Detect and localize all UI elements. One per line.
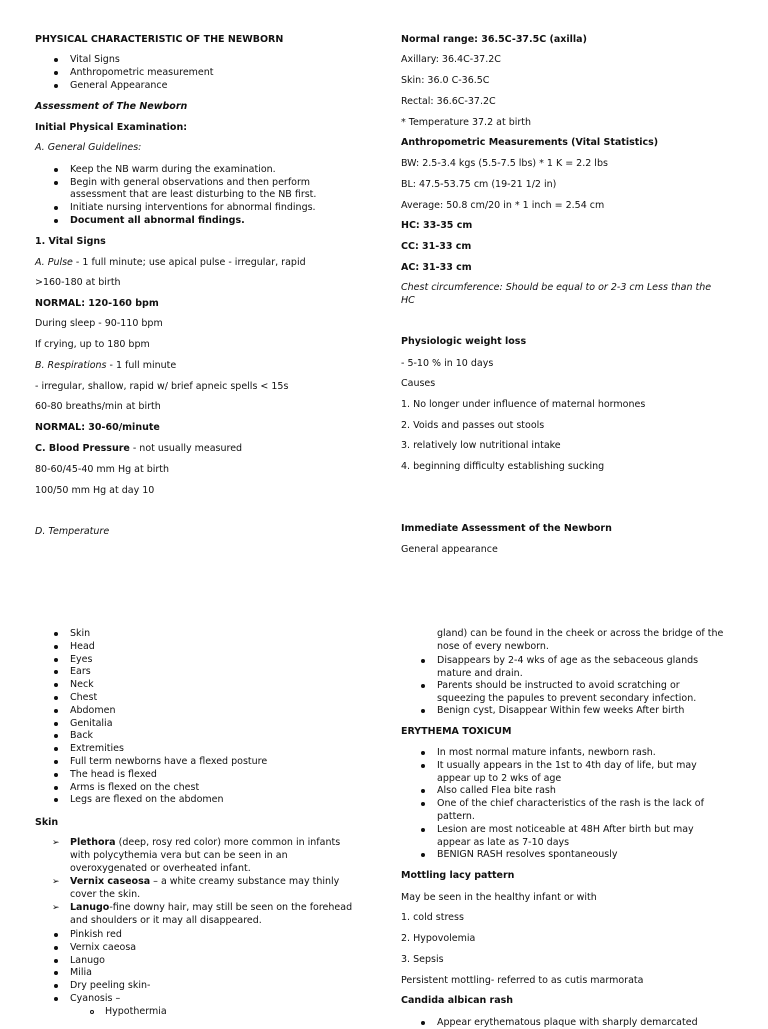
list-item: 3. Sepsis [401, 954, 444, 965]
section-heading: 1. Vital Signs [35, 236, 106, 247]
text-line: Chest circumference: Should be equal to or 2-3 cm Less than the [401, 282, 712, 293]
text-line: and shoulders or it may all disappeared. [70, 915, 262, 926]
list-item: Cyanosis – [70, 993, 121, 1004]
list-item: Genitalia [70, 717, 113, 729]
list-item: 2. Hypovolemia [401, 933, 476, 944]
bullet-icon [54, 760, 58, 764]
list-item: Benign cyst, Disappear Within few weeks After birth [437, 705, 685, 717]
bullet-icon [54, 971, 58, 975]
bullet-icon [54, 747, 58, 751]
section-heading: ERYTHEMA TOXICUM [401, 726, 512, 737]
text-line: gland) can be found in the cheek or across the bridge of the [437, 628, 724, 639]
bullet-icon [54, 696, 58, 700]
arrow-bullet-icon: ➢ [52, 877, 60, 887]
list-item: BENIGN RASH resolves spontaneously [437, 849, 618, 861]
text-line: - 5-10 % in 10 days [401, 358, 494, 369]
circle-bullet-icon [90, 1010, 94, 1014]
bullet-icon [421, 764, 425, 768]
text-line [35, 360, 176, 372]
bullet-icon [54, 206, 58, 210]
bullet-icon [54, 734, 58, 738]
text-line: nose of every newborn. [437, 641, 549, 652]
bullet-icon [421, 1021, 425, 1025]
bullet-icon [54, 933, 58, 937]
pulse-text: - 1 full minute; use apical pulse - irregular, rapid [72, 257, 306, 268]
text-line: cover the skin. [70, 889, 141, 900]
bullet-icon [54, 645, 58, 649]
text-line: overoxygenated or overheated infant. [70, 863, 251, 874]
text-line: BL: 47.5-53.75 cm (19-21 1/2 in) [401, 179, 557, 190]
text-line: Skin: 36.0 C-36.5C [401, 75, 490, 86]
text-line: NORMAL: 30-60/minute [35, 422, 160, 433]
list-item: Skin [70, 628, 91, 639]
list-item: It usually appears in the 1st to 4th day of life, but may [437, 759, 697, 771]
section-heading: Assessment of The Newborn [35, 101, 188, 112]
text-line [70, 876, 339, 888]
bullet-icon [54, 984, 58, 988]
list-item-continued: appear up to 2 wks of age [437, 772, 562, 784]
list-item: Pinkish red [70, 929, 122, 940]
arrow-bullet-icon: ➢ [52, 903, 60, 913]
text-line [70, 837, 340, 849]
page-title: PHYSICAL CHARACTERISTIC OF THE NEWBORN [35, 34, 284, 45]
text-line: HC: 33-35 cm [401, 220, 473, 231]
bullet-icon [54, 658, 58, 662]
bullet-icon [421, 751, 425, 755]
bullet-icon [54, 709, 58, 713]
list-item: Anthropometric measurement [70, 67, 214, 78]
list-item: The head is flexed [70, 768, 157, 780]
definition: – a white creamy substance may thinly [150, 876, 340, 887]
list-item: Document all abnormal findings. [70, 215, 245, 226]
list-item: Ears [70, 666, 91, 678]
list-item: assessment that are least disturbing to the NB first. [70, 189, 317, 200]
list-item: 1. cold stress [401, 912, 464, 923]
section-heading: Anthropometric Measurements (Vital Statistics) [401, 137, 659, 148]
text-line: If crying, up to 180 bpm [35, 339, 150, 350]
subheading: A. General Guidelines: [35, 142, 142, 153]
list-item: Chest [70, 692, 98, 703]
list-item: Head [70, 640, 95, 652]
list-item: Legs are flexed on the abdomen [70, 794, 224, 806]
list-item-continued: appear as late as 7-10 days [437, 836, 570, 848]
text-line: Normal range: 36.5C-37.5C (axilla) [401, 34, 587, 45]
list-item: 1. No longer under influence of maternal hormones [401, 399, 646, 410]
list-item-continued: squeezing the papules to prevent secondary infection. [437, 692, 697, 704]
bp-text: - not usually measured [129, 443, 243, 454]
list-item: Abdomen [70, 704, 116, 716]
list-item: Parents should be instructed to avoid scratching or [437, 680, 680, 692]
list-item: 3. relatively low nutritional intake [401, 440, 561, 451]
term: Plethora [70, 837, 116, 848]
section-heading: Initial Physical Examination: [35, 122, 188, 133]
list-item: Hypothermia [105, 1006, 167, 1017]
bullet-icon [54, 959, 58, 963]
text-line: 100/50 mm Hg at day 10 [35, 485, 155, 496]
bullet-icon [54, 722, 58, 726]
list-item-continued: mature and drain. [437, 667, 523, 679]
list-item: Appear erythematous plaque with sharply demarcated [437, 1017, 698, 1028]
list-item: Lesion are most noticeable at 48H After birth but may [437, 823, 694, 835]
bullet-icon [54, 670, 58, 674]
bullet-icon [421, 684, 425, 688]
text-line: >160-180 at birth [35, 277, 121, 288]
text-line: CC: 31-33 cm [401, 241, 472, 252]
section-heading: Skin [35, 817, 59, 828]
list-item: Dry peeling skin- [70, 980, 151, 992]
text-line: General appearance [401, 544, 498, 555]
bullet-icon [54, 798, 58, 802]
resp-label: B. Respirations [35, 360, 107, 371]
text-line: During sleep - 90-110 bpm [35, 318, 163, 329]
list-item: Full term newborns have a flexed posture [70, 756, 268, 767]
bullet-icon [54, 71, 58, 75]
bullet-icon [54, 786, 58, 790]
text-line: with polycythemia vera but can be seen in an [70, 850, 288, 861]
bullet-icon [421, 828, 425, 832]
list-item: General Appearance [70, 80, 168, 91]
section-heading: Candida albican rash [401, 995, 514, 1006]
list-item: Begin with general observations and then perform [70, 177, 310, 188]
list-item: Lanugo [70, 954, 105, 966]
list-item: Vernix caeosa [70, 941, 137, 953]
text-line [35, 257, 306, 269]
text-line: AC: 31-33 cm [401, 262, 472, 273]
bullet-icon [54, 773, 58, 777]
text-line: HC [401, 295, 415, 306]
text-line [70, 902, 352, 914]
section-heading: Mottling lacy pattern [401, 870, 515, 881]
definition: (deep, rosy red color) more common in infants [115, 837, 341, 848]
text-line: 60-80 breaths/min at birth [35, 401, 161, 412]
section-heading: Immediate Assessment of the Newborn [401, 523, 612, 534]
bullet-icon [54, 181, 58, 185]
list-item-continued: pattern. [437, 811, 475, 822]
list-item: Eyes [70, 653, 93, 665]
list-item: Vital Signs [70, 54, 120, 65]
bullet-icon [54, 683, 58, 687]
list-item: Milia [70, 967, 92, 979]
bullet-icon [421, 789, 425, 793]
arrow-bullet-icon: ➢ [52, 838, 60, 848]
bullet-icon [421, 853, 425, 857]
text-line: * Temperature 37.2 at birth [401, 117, 532, 128]
resp-text: - 1 full minute [106, 360, 177, 371]
text-line: NORMAL: 120-160 bpm [35, 298, 159, 309]
bp-label: C. Blood Pressure [35, 443, 130, 454]
bullet-icon [54, 58, 58, 62]
list-item: Back [70, 730, 94, 742]
bullet-icon [54, 997, 58, 1001]
text-line: Average: 50.8 cm/20 in * 1 inch = 2.54 cm [401, 200, 605, 211]
list-item: Disappears by 2-4 wks of age as the sebaceous glands [437, 655, 699, 666]
definition: -fine downy hair, may still be seen on the forehead [109, 902, 353, 913]
text-line: BW: 2.5-3.4 kgs (5.5-7.5 lbs) * 1 K = 2.2 lbs [401, 158, 608, 169]
bullet-icon [54, 84, 58, 88]
list-item: 2. Voids and passes out stools [401, 420, 545, 431]
section-heading: Physiologic weight loss [401, 336, 527, 347]
list-item: Also called Flea bite rash [437, 785, 556, 797]
list-item: Keep the NB warm during the examination. [70, 164, 276, 175]
list-item: One of the chief characteristics of the rash is the lack of [437, 798, 704, 810]
subheading: D. Temperature [35, 526, 110, 537]
text-line: May be seen in the healthy infant or with [401, 892, 597, 903]
text-line: Persistent mottling- referred to as cutis marmorata [401, 975, 644, 986]
text-line: Rectal: 36.6C-37.2C [401, 96, 496, 107]
list-item: Extremities [70, 743, 124, 755]
text-line: 80-60/45-40 mm Hg at birth [35, 464, 170, 475]
bullet-icon [54, 168, 58, 172]
bullet-icon [421, 659, 425, 663]
text-line: - irregular, shallow, rapid w/ brief apneic spells < 15s [35, 381, 289, 392]
bullet-icon [421, 709, 425, 713]
list-item: 4. beginning difficulty establishing sucking [401, 461, 605, 472]
bullet-icon [54, 219, 58, 223]
list-item: In most normal mature infants, newborn rash. [437, 747, 656, 758]
bullet-icon [421, 802, 425, 806]
list-item: Initiate nursing interventions for abnormal findings. [70, 202, 316, 213]
text-line [35, 443, 242, 455]
bullet-icon [54, 946, 58, 950]
term: Vernix caseosa [70, 876, 151, 887]
term: Lanugo [70, 902, 110, 913]
text-line: Causes [401, 378, 436, 389]
pulse-label: A. Pulse [35, 257, 73, 268]
text-line: Axillary: 36.4C-37.2C [401, 54, 501, 65]
list-item: Neck [70, 679, 94, 691]
bullet-icon [54, 632, 58, 636]
list-item: Arms is flexed on the chest [70, 781, 200, 793]
